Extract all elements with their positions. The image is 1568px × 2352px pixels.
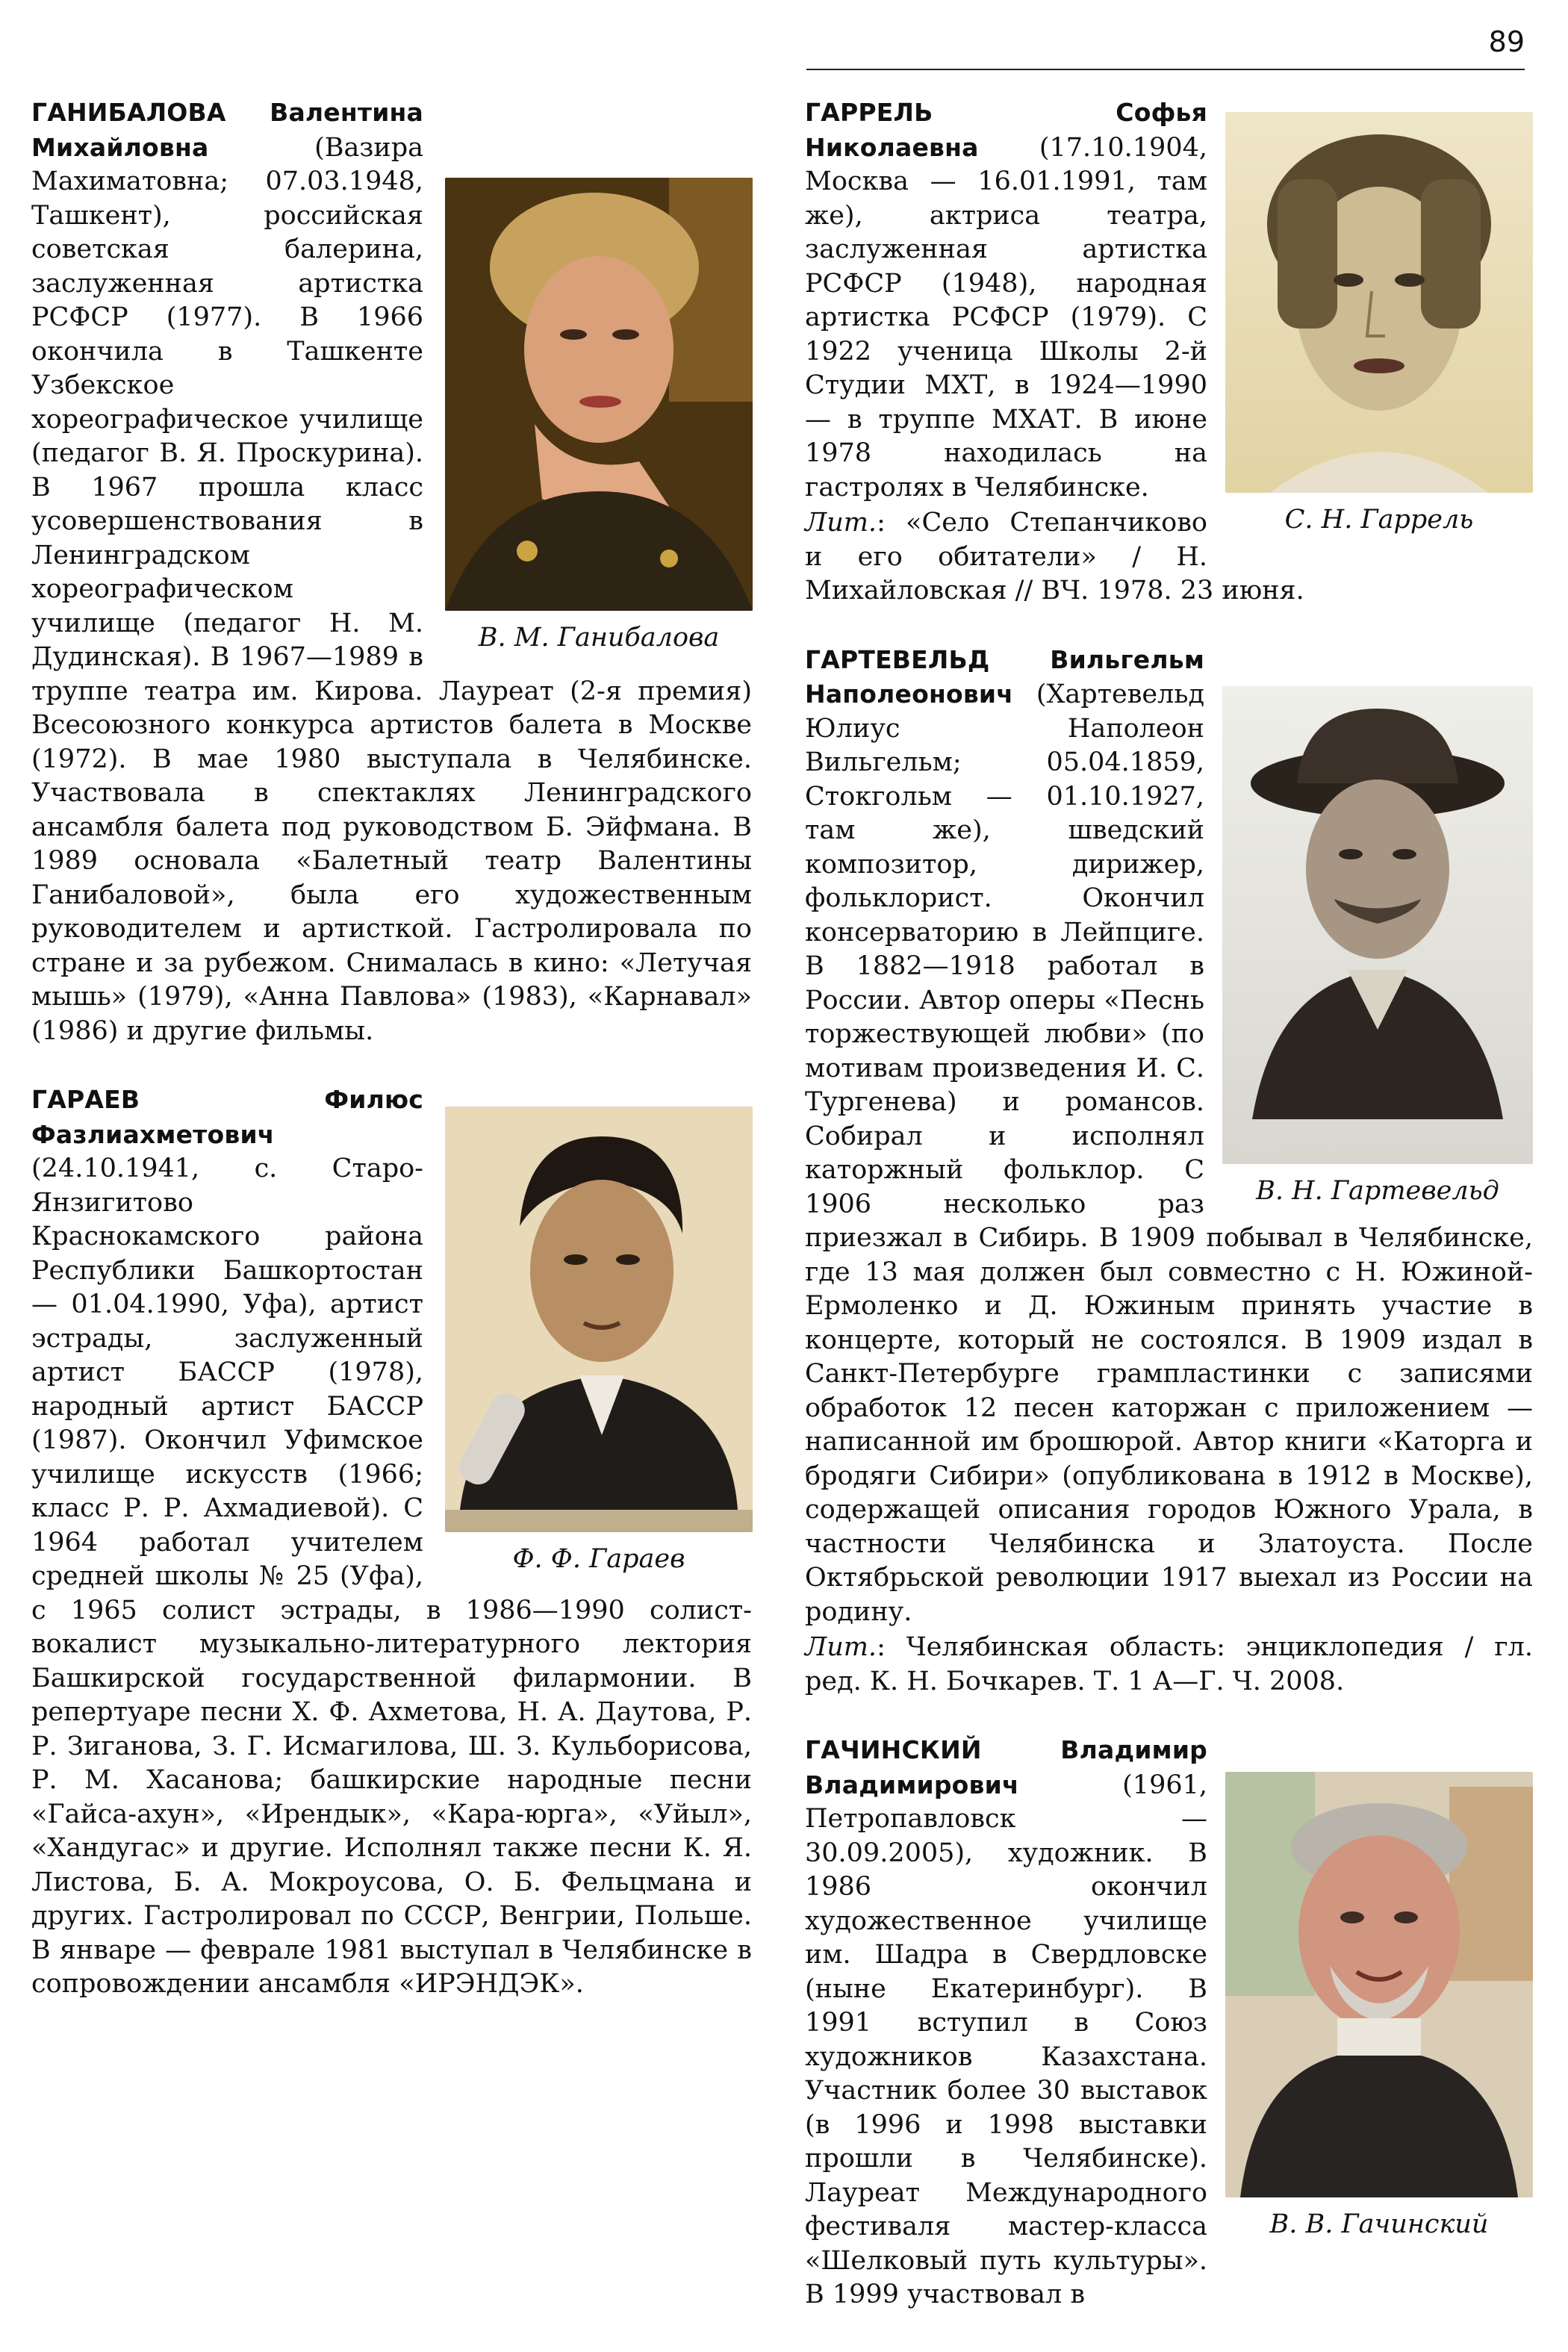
portrait-photo-ganibalova <box>445 178 753 611</box>
right-column <box>805 96 1533 2347</box>
lit-label: Лит. <box>805 508 877 538</box>
figure-garrel <box>1225 112 1533 536</box>
portrait-photo-gartevеld <box>1222 686 1533 1164</box>
portrait-photo-gachinsky <box>1225 1772 1533 2197</box>
entry-garrel <box>805 96 1533 609</box>
entry-name: ГАЧИНСКИЙ Владимир Владимирович <box>805 1735 1207 1799</box>
entry-name: ГАРРЕЛЬ Софья Николаевна <box>805 98 1207 162</box>
entry-name: ГАРАЕВ Филюс Фазлиахметович <box>31 1085 423 1149</box>
caption-gartevеld: В. Н. Гартевельд <box>1256 1175 1499 1206</box>
header-rule <box>806 69 1525 70</box>
entry-body-start: (Вазира Махиматовна; 07.03.1948, Ташкент), российская советская балерина, заслуженная артистка РСФСР (1977). В 1966 окончила в Ташкенте Узбекское хореографическое училище (педагог В. Я. Проскурина). В 1967 прошла класс усовершенствования в Ленинградском хореографическом училище (педагог Н. М. Дудинская). В 1967—1989 в труппе театра им. Кирова. Лауреат (2-я премия) Всесоюзного конкурса артистов балета в Москве (1972). В мае 1980 выступала в Челябинске. Участвовала в спектаклях Ленинградского ансамбля балета под руководством Б. Эйфмана. В 1989 основала «Балетный театр Валентины Ганибаловой», была его художественным руководителем и артисткой. Гастролировала по стране и за рубежом. Снималась в кино: «Летучая мышь» (1979), «Анна Павлова» (1983), «Карнавал» (1986) и другие фильмы. <box>31 132 752 1046</box>
caption-garaev: Ф. Ф. Гараев <box>512 1544 685 1574</box>
caption-ganibalova: В. М. Ганибалова <box>478 623 720 653</box>
entry-body: (17.10.1904, Москва — 16.01.1991, там же), актриса театра, заслуженная артистка РСФСР (1948), народная артистка РСФСР (1979). С 1922 ученица Школы 2-й Студии МХТ, в 1924—1990 — в труппе МХАТ. В июне 1978 находилась на гастролях в Челябинске. <box>805 132 1207 503</box>
entry-body: (1961, Петропавловск — 30.09.2005), художник. В 1986 окончил художественное училище им. Шадра в Свердловске (ныне Екатеринбург). В 1991 вступил в Союз художников Казахстана. Участник более 30 выставок (в 1996 и 1998 выставки прошли в Челябинске). Лауреат Международного фестиваля мастер-класса «Шелковый путь культуры». В 1999 участвовал в <box>805 1770 1207 2309</box>
entry-gachinsky <box>805 1733 1533 2312</box>
page-number: 89 <box>1488 25 1525 58</box>
lit-text: : «Село Степанчиково и его обитатели» / Н. Михайловская // ВЧ. 1978. 23 июня. <box>805 508 1304 606</box>
caption-garrel: С. Н. Гаррель <box>1284 505 1474 535</box>
entry-body: (Хартевельд Юлиус Наполеон Вильгельм; 05.04.1859, Стокгольм — 01.10.1927, там же), шведский композитор, дирижер, фольклорист. Окончил консерваторию в Лейпциге. В 1882—1918 работал в России. Автор оперы «Песнь торжествующей любви» (по мотивам произведения И. С. Тургенева) и романсов. Собирал и исполнял каторжный фольклор. С 1906 несколько раз приезжал в Сибирь. В 1909 побывал в Челябинске, где 13 мая должен был совместно с Н. Южиной-Ермоленко и Д. Южиным принять участие в концерте, который не состоялся. В 1909 издал в Санкт-Петербурге грампластинки с записями обработок 12 песен каторжан с приложением — написанной им брошюрой. Автор книги «Каторга и бродяги Сибири» (опубликована в 1912 в Москве), содержащей описания городов Южного Урала, в частности Челябинска и Златоуста. После Октябрьской революции 1917 выехал из России на родину. <box>805 679 1533 1627</box>
figure-garaev <box>445 1107 753 1575</box>
portrait-photo-garrel <box>1225 112 1533 493</box>
caption-gachinsky: В. В. Гачинский <box>1269 2209 1489 2239</box>
entry-name: ГАРТЕВЕЛЬД Вильгельм Наполеонович <box>805 644 1204 709</box>
figure-gartevеld <box>1222 686 1533 1207</box>
figure-gachinsky <box>1225 1772 1533 2241</box>
figure-ganibalova <box>445 178 753 654</box>
entry-name: ГАНИБАЛОВА Валентина Михайловна <box>31 98 423 162</box>
portrait-photo-garaev <box>445 1107 753 1532</box>
entry-gartevеld <box>805 643 1533 1699</box>
lit-label: Лит. <box>805 1632 877 1662</box>
entry-body: (24.10.1941, с. Старо-Янзигитово Краснокамского района Республики Башкортостан — 01.04.1990, Уфа), артист эстрады, заслуженный артист БАССР (1978), народный артист БАССР (1987). Окончил Уфимское училище искусств (1966; класс Р. Р. Ахмадиевой). С 1964 работал учителем средней школы № 25 (Уфа), с 1965 солист эстрады, в 1986—1990 солист-вокалист музыкально-литературного лектория Башкирской государственной филармонии. В репертуаре песни Х. Ф. Ахметова, Н. А. Даутова, Р. Р. Зиганова, З. Г. Исмагилова, Ш. З. Кульборисова, Р. М. Хасанова; башкирские народные песни «Гайса-ахун», «Ирендык», «Кара-юрга», «Уйыл», «Хандугас» и другие. Исполнял также песни К. Я. Листова, Б. А. Мокроусова, О. Б. Фельцмана и других. Гастролировал по СССР, Венгрии, Польше. В январе — феврале 1981 выступал в Челябинске в сопровождении ансамбля «ИРЭНДЭК». <box>31 1154 752 1999</box>
lit-text: : Челябинская область: энциклопедия / гл. ред. К. Н. Бочкарев. Т. 1 А—Г. Ч. 2008. <box>805 1632 1533 1696</box>
